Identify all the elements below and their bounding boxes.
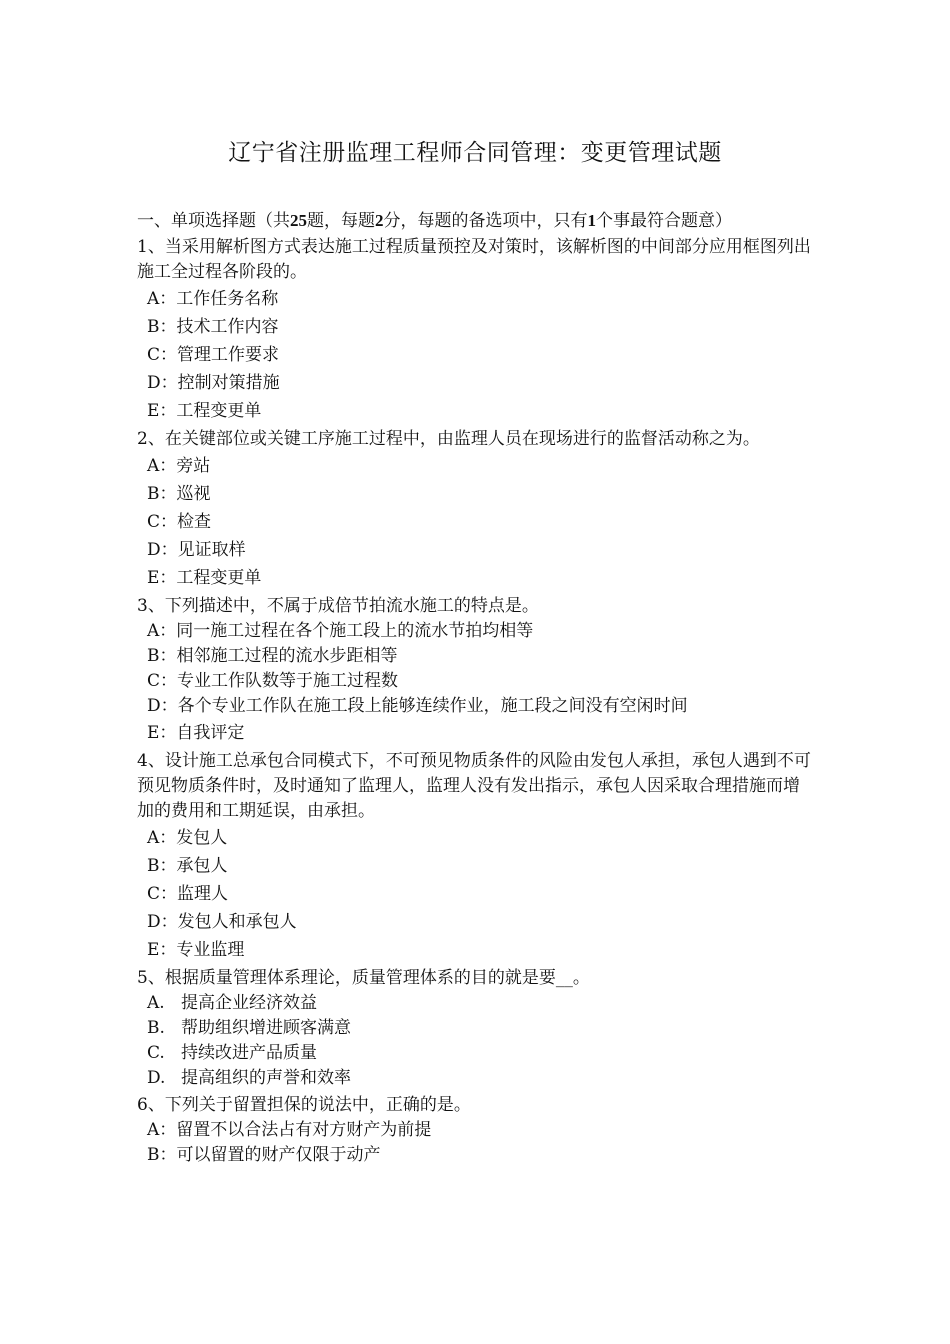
option-text: 持续改进产品质量 (181, 1043, 317, 1063)
answer-option: E：自我评定 (147, 723, 245, 743)
answer-option: E：工程变更单 (147, 568, 262, 588)
section-heading-part: 分，每题的备选项中，只有 (383, 211, 588, 231)
answer-option (137, 1016, 813, 1041)
correct-option-count: 1 (587, 211, 596, 230)
answer-option: C：管理工作要求 (147, 345, 280, 365)
answer-option: A：工作任务名称 (147, 289, 279, 309)
answer-option: D：见证取样 (147, 540, 246, 560)
answer-option: C：检查 (147, 512, 212, 532)
answer-option: B：巡视 (147, 484, 211, 504)
option-text: 提高组织的声誉和效率 (181, 1068, 351, 1088)
section-heading (137, 209, 813, 233)
question-stem: 6、下列关于留置担保的说法中，正确的是。 (137, 1095, 471, 1115)
option-text: 帮助组织增进顾客满意 (181, 1018, 351, 1038)
answer-option: B：承包人 (147, 856, 228, 876)
question-stem: 4、设计施工总承包合同模式下，不可预见物质条件的风险由发包人承担，承包人遇到不可预见物质条件时，及时通知了监理人，监理人没有发出指示，承包人因采取合理措施而增加的费用和工期延误，由承担。 (137, 751, 811, 821)
question-stem: 2、在关键部位或关键工序施工过程中，由监理人员在现场进行的监督活动称之为。 (137, 429, 760, 449)
answer-option: D：各个专业工作队在施工段上能够连续作业，施工段之间没有空闲时间 (147, 696, 688, 716)
answer-option: A：旁站 (147, 456, 211, 476)
option-label: C. (147, 1043, 165, 1063)
answer-option: A：留置不以合法占有对方财产为前提 (147, 1120, 432, 1140)
section-heading-part: 一、单项选择题（共 (137, 211, 290, 231)
option-label: A. (147, 993, 165, 1013)
question-stem: 1、当采用解析图方式表达施工过程质量预控及对策时，该解析图的中间部分应用框图列出施工全过程各阶段的。 (137, 237, 811, 282)
answer-option (137, 991, 813, 1016)
section-heading-part: 个事最符合题意） (596, 211, 732, 231)
answer-option: B：可以留置的财产仅限于动产 (147, 1145, 381, 1165)
answer-option (137, 1066, 813, 1091)
answer-option: E：工程变更单 (147, 401, 262, 421)
answer-option: B：相邻施工过程的流水步距相等 (147, 646, 398, 666)
question-count: 25 (290, 211, 307, 230)
points-per-question: 2 (375, 211, 384, 230)
answer-option: D：控制对策措施 (147, 373, 280, 393)
question-stem: 5、根据质量管理体系理论，质量管理体系的目的就是要__。 (137, 968, 590, 988)
option-label: D. (147, 1068, 166, 1088)
document-title: 辽宁省注册监理工程师合同管理：变更管理试题 (228, 140, 722, 166)
answer-option: E：专业监理 (147, 940, 245, 960)
answer-option: D：发包人和承包人 (147, 912, 297, 932)
section-heading-part: 题，每题 (307, 211, 375, 231)
answer-option (137, 1041, 813, 1066)
answer-option: B：技术工作内容 (147, 317, 279, 337)
answer-option: C：监理人 (147, 884, 229, 904)
answer-option: C：专业工作队数等于施工过程数 (147, 671, 399, 691)
answer-option: A：发包人 (147, 828, 228, 848)
answer-option: A：同一施工过程在各个施工段上的流水节拍均相等 (147, 621, 534, 641)
option-text: 提高企业经济效益 (181, 993, 317, 1013)
option-label: B. (147, 1018, 165, 1038)
question-stem: 3、下列描述中，不属于成倍节拍流水施工的特点是。 (137, 596, 539, 616)
document-body (137, 209, 813, 1168)
